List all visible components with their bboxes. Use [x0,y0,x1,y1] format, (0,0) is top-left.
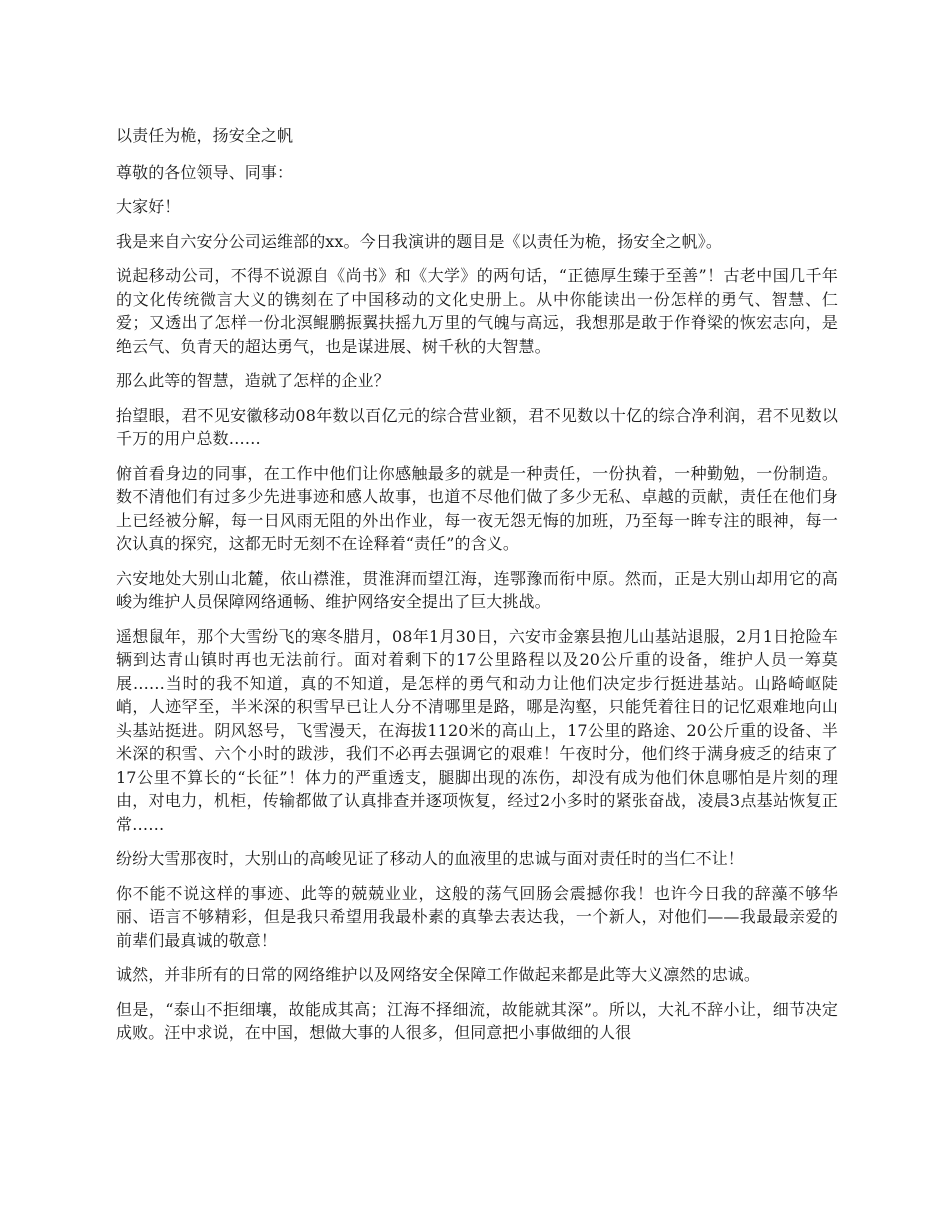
paragraph-achievements: 抬望眼，君不见安徽移动08年数以百亿元的综合营业额，君不见数以十亿的综合净利润，君不见数以千万的用户总数…… [116,405,838,448]
salutation: 尊敬的各位领导、同事： [116,162,294,182]
paragraph-story: 遥想鼠年，那个大雪纷飞的寒冬腊月，08年1月30日，六安市金寨县抱儿山基站退服，2月1日抢险车辆到达青山镇时再也无法前行。面对着剩下的17公里路程以及20公斤重的设备，维护人员一筹莫展……当时的我不知道，真的不知道，是怎样的勇气和动力让他们决定步行挺进基站。山路崎岖陡峭，人迹罕至，半米深的积雪早已让人分不清哪里是路，哪是沟壑，只能凭着往日的记忆艰难地向山头基站挺进。阴风怒号，飞雪漫天，在海拔1120米的高山上，17公里的路途、20公斤重的设备、半米深的积雪、六个小时的跋涉，我们不必再去强调它的艰难！午夜时分，他们终于满身疲乏的结束了17公里不算长的“长征”！体力的严重透支，腿脚出现的冻伤，却没有成为他们休息哪怕是片刻的理由，对电力，机柜，传输都做了认真排查并逐项恢复，经过2小多时的紧张奋战，凌晨3点基站恢复正常…… [116,626,838,834]
paragraph-intro: 我是来自六安分公司运维部的xx。今日我演讲的题目是《以责任为桅，扬安全之帆》。 [116,231,722,251]
paragraph-daily-work: 诚然，并非所有的日常的网络维护以及网络安全保障工作做起来都是此等大义凛然的忠诚。 [116,965,761,984]
speech-title: 以责任为桅，扬安全之帆 [116,126,294,145]
paragraph-question: 那么此等的智慧，造就了怎样的企业？ [116,371,390,390]
paragraph-geography: 六安地处大别山北麓，依山襟淮，贯淮湃而望江海，连鄂豫而衔中原。然而，正是大别山却用它的高峻为维护人员保障网络通畅、维护网络安全提出了巨大挑战。 [116,568,838,611]
paragraph-colleagues: 俯首看身边的同事，在工作中他们让你感触最多的就是一种责任，一份执着，一种勤勉，一份制造。数不清他们有过多少先进事迹和感人故事，也道不尽他们做了多少无私、卓越的贡献，责任在他们身上已经被分解，每一日风雨无阻的外出作业，每一夜无怨无悔的加班，乃至每一眸专注的眼神，每一次认真的探究，这都无时无刻不在诠释着“责任”的含义。 [116,463,838,553]
paragraph-snow-night: 纷纷大雪那夜时，大别山的高峻见证了移动人的血液里的忠诚与面对责任时的当仁不让！ [116,849,744,868]
paragraph-tribute: 你不能不说这样的事迹、此等的兢兢业业，这般的荡气回肠会震撼你我！也许今日我的辞藻不够华丽、语言不够精彩，但是我只希望用我最朴素的真挚去表达我，一个新人，对他们——我最最亲爱的前辈们最真诚的敬意！ [116,883,838,950]
paragraph-details: 但是，“泰山不拒细壤，故能成其高；江海不择细流，故能就其深”。所以，大礼不辞小让，细节决定成败。汪中求说，在中国，想做大事的人很多，但同意把小事做细的人很 [116,999,838,1042]
greeting: 大家好！ [116,197,181,216]
paragraph-culture: 说起移动公司，不得不说源自《尚书》和《大学》的两句话，“正德厚生臻于至善”！古老中国几千年的文化传统微言大义的镌刻在了中国移动的文化史册上。从中你能读出一份怎样的勇气、智慧、仁爱；又透出了怎样一份北溟鲲鹏振翼扶摇九万里的气魄与高远，我想那是敢于作脊梁的恢宏志向，是绝云气、负青天的超达勇气，也是谋进展、树千秋的大智慧。 [116,266,838,356]
